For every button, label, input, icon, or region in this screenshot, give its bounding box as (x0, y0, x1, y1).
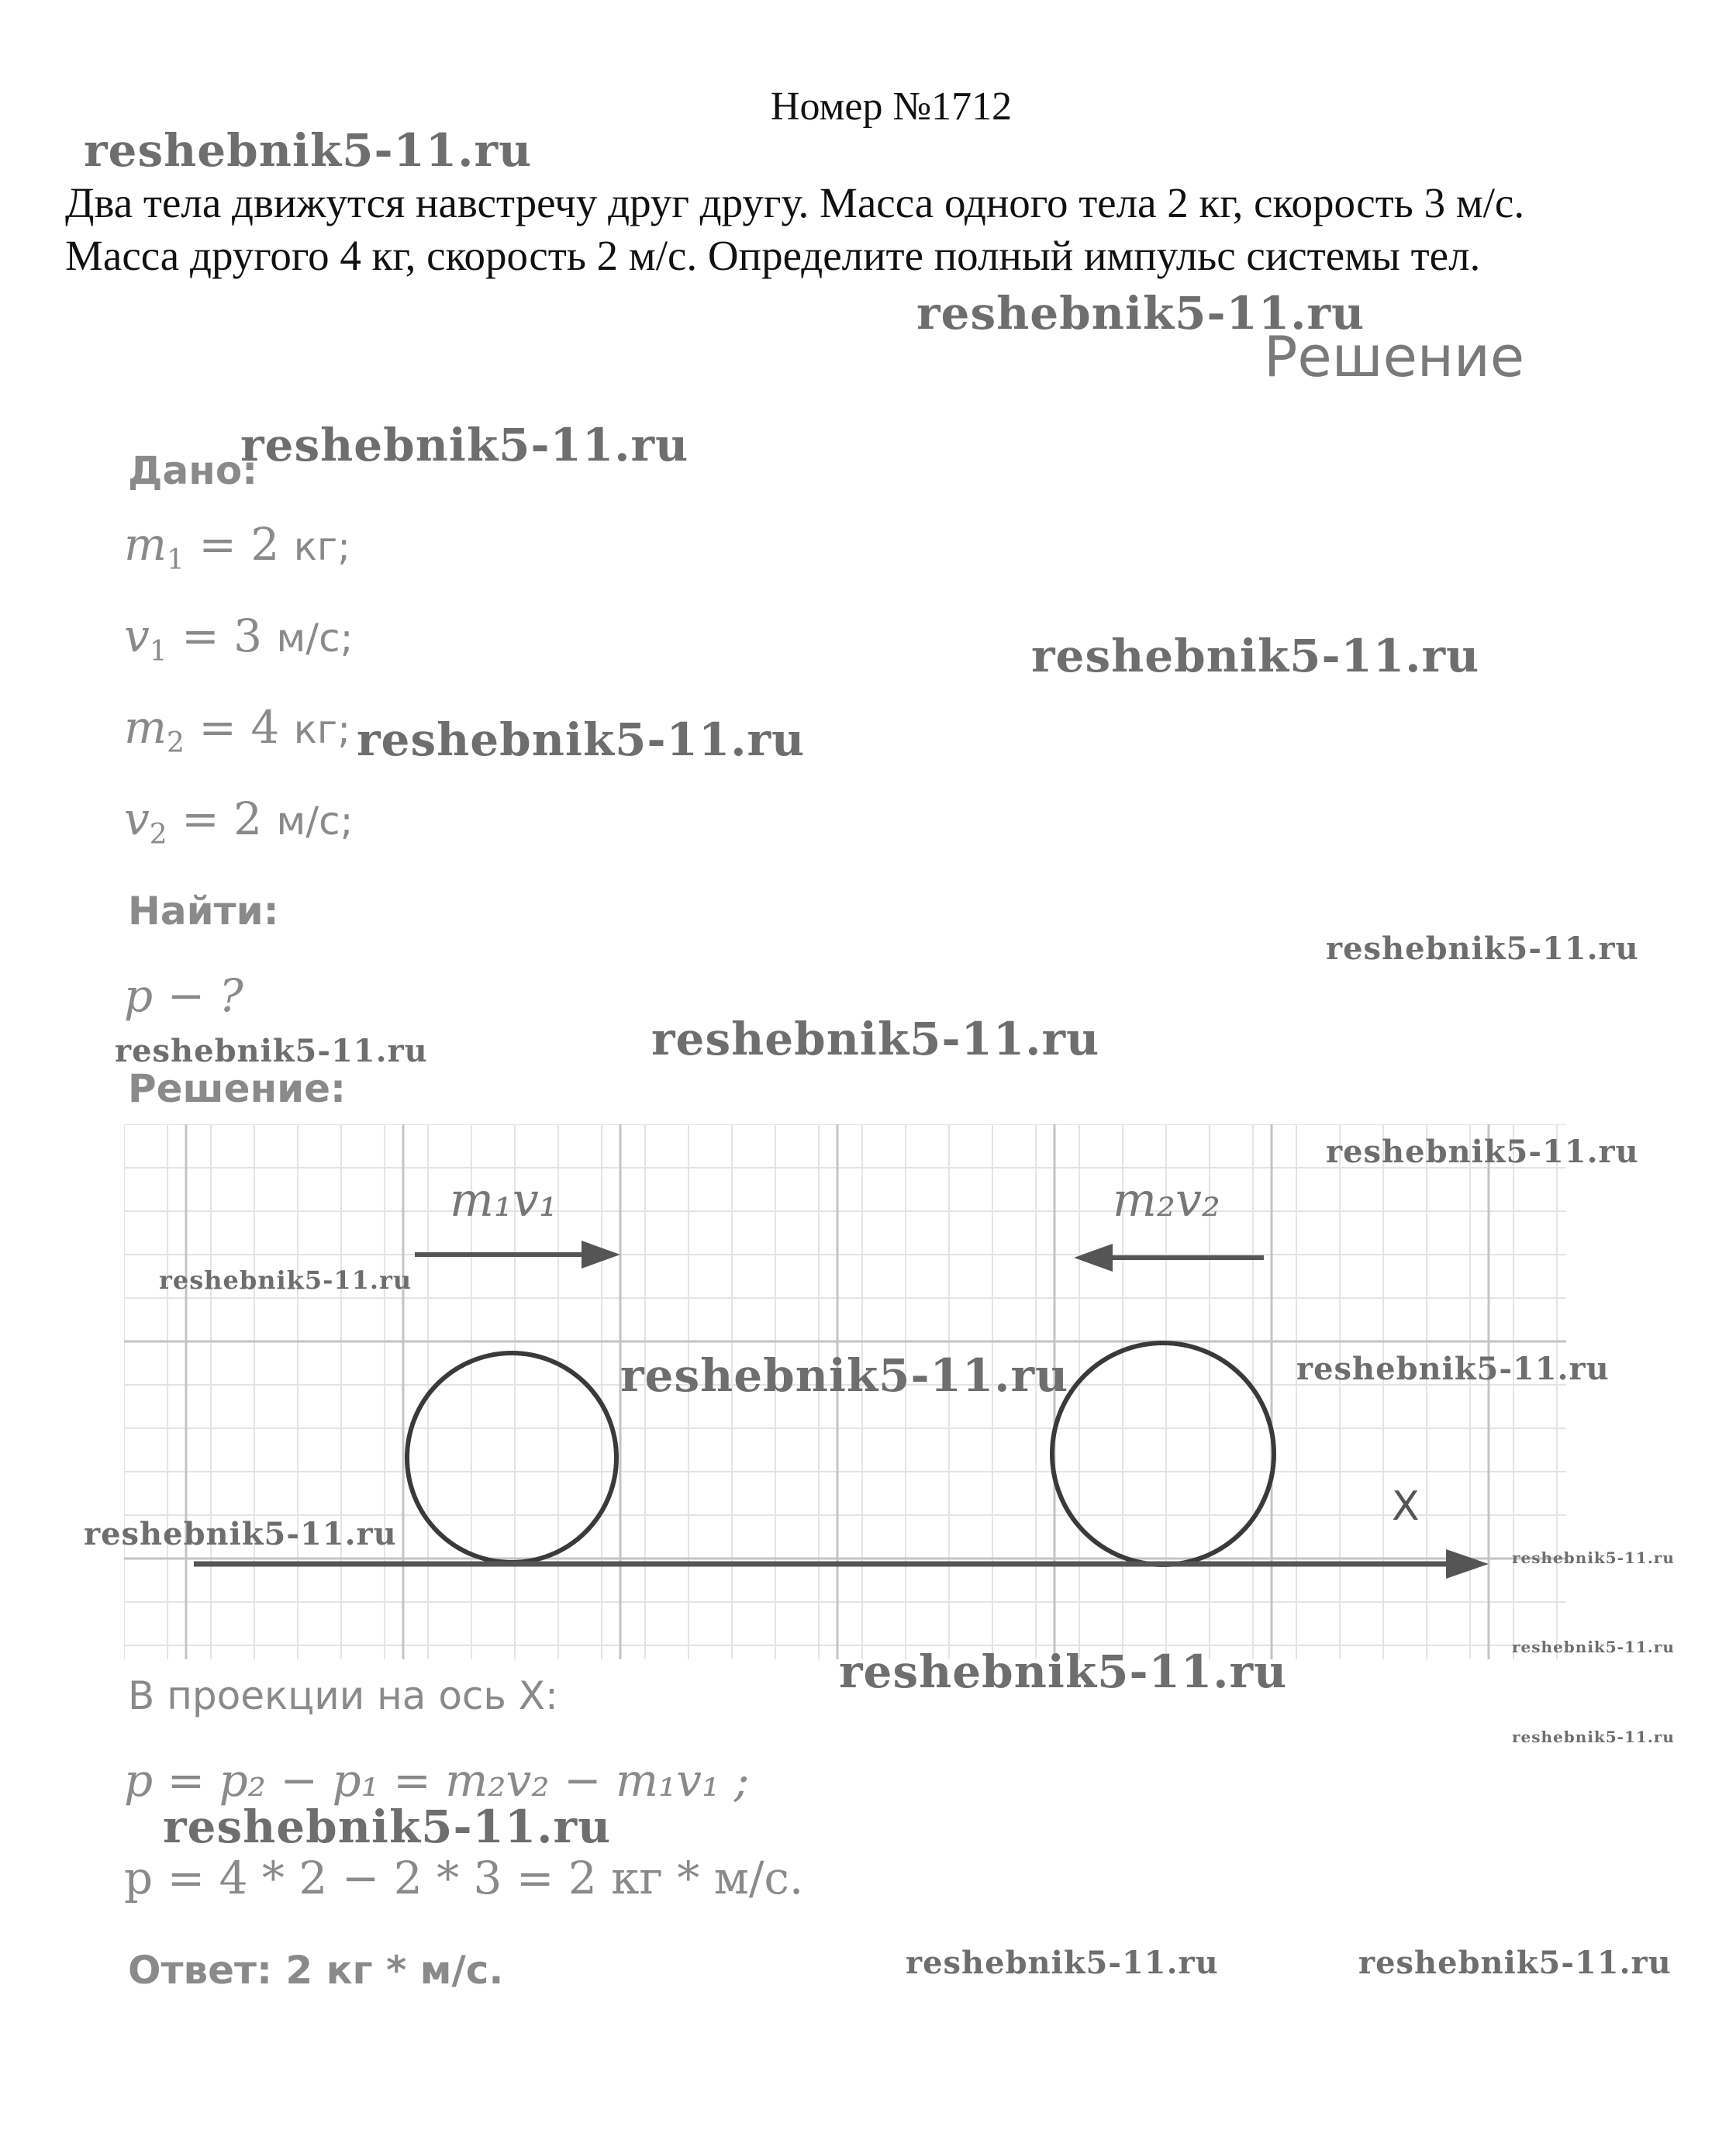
watermark: reshebnik5-11.ru (1512, 1638, 1675, 1656)
calculation: p = 4 * 2 − 2 * 3 = 2 кг * м/с. (124, 1852, 804, 1904)
given-m2: $m_2 = 4$ кг; (124, 701, 351, 759)
given-v1: $v_1 = 3$ м/с; (124, 609, 354, 668)
watermark: reshebnik5-11.ru (1512, 1548, 1675, 1567)
watermark: reshebnik5-11.ru (1031, 630, 1480, 682)
watermark: reshebnik5-11.ru (357, 713, 806, 766)
watermark: reshebnik5-11.ru (839, 1645, 1288, 1698)
watermark: reshebnik5-11.ru (159, 1265, 412, 1295)
given-v2: $v_2 = 2$ м/с; (124, 792, 354, 851)
watermark: reshebnik5-11.ru (1512, 1728, 1675, 1746)
label-m2v2: m₂v₂ (1113, 1173, 1220, 1227)
watermark: reshebnik5-11.ru (1296, 1351, 1610, 1387)
watermark: reshebnik5-11.ru (84, 1516, 397, 1552)
watermark: reshebnik5-11.ru (1326, 1134, 1639, 1170)
axis-label-x: X (1392, 1483, 1420, 1530)
solution-heading: Решение (1264, 324, 1525, 389)
watermark: reshebnik5-11.ru (240, 419, 689, 471)
watermark: reshebnik5-11.ru (651, 1013, 1100, 1065)
formula: p = p₂ − p₁ = m₂v₂ − m₁v₁ ; (124, 1754, 750, 1807)
solution-label: Решение: (128, 1066, 347, 1111)
watermark: reshebnik5-11.ru (916, 287, 1365, 340)
task-text-line-2: Масса другого 4 кг, скорость 2 м/с. Определите полный импульс системы тел. (65, 232, 1481, 279)
watermark: reshebnik5-11.ru (620, 1349, 1069, 1402)
watermark: reshebnik5-11.ru (84, 124, 533, 177)
given-label: Дано: (128, 448, 258, 493)
watermark: reshebnik5-11.ru (1326, 930, 1639, 967)
find-label: Найти: (128, 889, 279, 934)
answer: Ответ: 2 кг * м/с. (128, 1948, 504, 1993)
find-value: p − ? (124, 969, 243, 1022)
page-title: Номер №1712 (770, 85, 1013, 129)
arrow-right-icon (415, 1241, 620, 1269)
watermark: reshebnik5-11.ru (906, 1945, 1219, 1981)
task-text-line-1: Два тела движутся навстречу друг другу. Масса одного тела 2 кг, скорость 3 м/с. (65, 179, 1525, 226)
watermark: reshebnik5-11.ru (1358, 1945, 1672, 1981)
x-axis-arrow-icon (194, 1549, 1489, 1579)
given-m1: $m_1 = 2$ кг; (124, 518, 351, 576)
label-m1v1: m₁v₁ (450, 1173, 557, 1227)
body-2 (1052, 1343, 1274, 1565)
watermark: reshebnik5-11.ru (163, 1800, 612, 1853)
projection-label: В проекции на ось X: (128, 1673, 558, 1718)
watermark: reshebnik5-11.ru (115, 1033, 428, 1069)
arrow-left-icon (1074, 1244, 1264, 1272)
